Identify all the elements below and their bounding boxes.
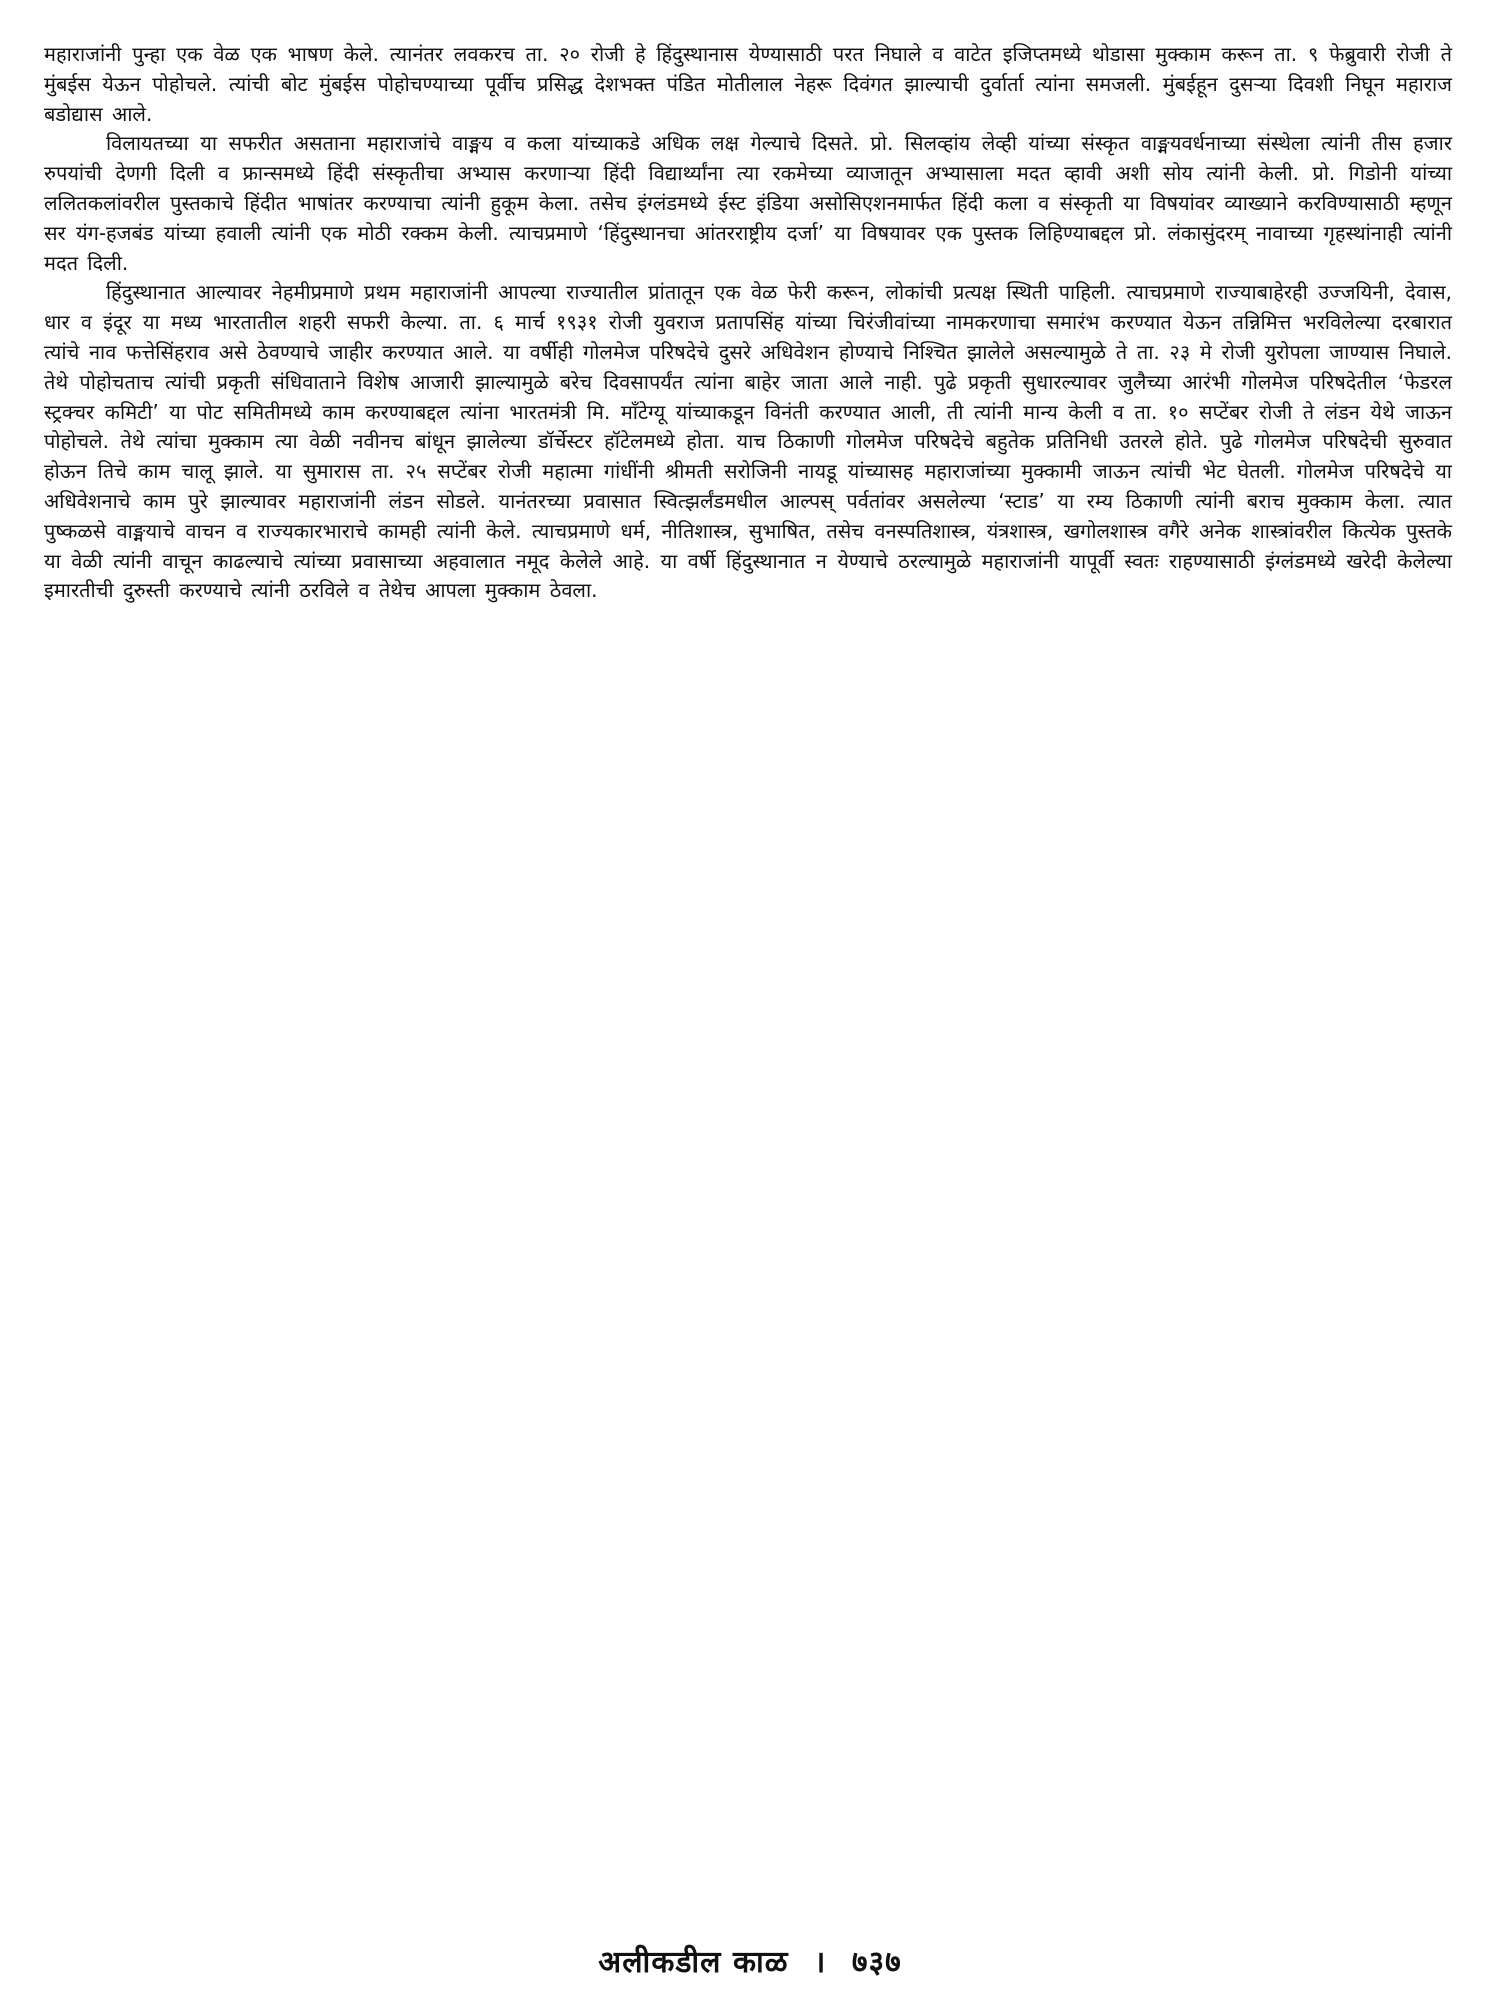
running-title: अलीकडील काळ [598, 1945, 789, 1980]
paragraph-3: हिंदुस्थानात आल्यावर नेहमीप्रमाणे प्रथम महाराजांनी आपल्या राज्यातील प्रांतातून एक वेळ फेरी करून, लोकांची प्रत्यक्ष स्थिती पाहिली. त्याचप्रमाणे राज्याबाहेरही उज्जयिनी, देवास, धार व इंदूर या मध्य भारतातील शहरी सफरी केल्या. ता. ६ मार्च १९३१ रोजी युवराज प्रतापसिंह यांच्या चिरंजीवांच्या नामकरणाचा समारंभ करण्यात येऊन तन्निमित्त भरविलेल्या दरबारात त्यांचे नाव फत्तेसिंहराव असे ठेवण्याचे जाहीर करण्यात आले. या वर्षीही गोलमेज परिषदेचे दुसरे अधिवेशन होण्याचे निश्चित झालेले असल्यामुळे ते ता. २३ मे रोजी युरोपला जाण्यास निघाले. तेथे पोहोचताच त्यांची प्रकृती संधिवाताने विशेष आजारी झाल्यामुळे बरेच दिवसापर्यंत त्यांना बाहेर जाता आले नाही. पुढे प्रकृती सुधारल्यावर जुलैच्या आरंभी गोलमेज परिषदेतील ‘फेडरल स्ट्रक्चर कमिटी’ या पोट समितीमध्ये काम करण्याबद्दल त्यांना भारतमंत्री मि. मॉंटेग्यू यांच्याकडून विनंती करण्यात आली, ती त्यांनी मान्य केली व ता. १० सप्टेंबर रोजी ते लंडन येथे जाऊन पोहोचले. तेथे त्यांचा मुक्काम त्या वेळी नवीनच बांधून झालेल्या डॉर्चेस्टर हॉटेलमध्ये होता. याच ठिकाणी गोलमेज परिषदेचे बहुतेक प्रतिनिधी उतरले होते. पुढे गोलमेज परिषदेची सुरुवात होऊन तिचे काम चालू झाले. या सुमारास ता. २५ सप्टेंबर रोजी महात्मा गांधींनी श्रीमती सरोजिनी नायडू यांच्यासह महाराजांच्या मुक्कामी जाऊन त्यांची भेट घेतली. गोलमेज परिषदेचे या अधिवेशनाचे काम पुरे झाल्यावर महाराजांनी लंडन सोडले. यानंतरच्या प्रवासात स्वित्झर्लंडमधील आल्पस् पर्वतांवर असलेल्या ‘स्टाड’ या रम्य ठिकाणी त्यांनी बराच मुक्काम केला. त्यात पुष्कळसे वाङ्मयाचे वाचन व राज्यकारभाराचे कामही त्यांनी केले. त्याचप्रमाणे धर्म, नीतिशास्त्र, सुभाषित, तसेच वनस्पतिशास्त्र, यंत्रशास्त्र, खगोलशास्त्र वगैरे अनेक शास्त्रांवरील कित्येक पुस्तके या वेळी त्यांनी वाचून काढल्याचे त्यांच्या प्रवासाच्या अहवालात नमूद केलेले आहे. या वर्षी हिंदुस्थानात न येण्याचे ठरल्यामुळे महाराजांनी यापूर्वी स्वतः राहण्यासाठी इंग्लंडमध्ये खरेदी केलेल्या इमारतीची दुरुस्ती करण्याचे त्यांनी ठरविले व तेथेच आपला मुक्काम ठेवला. [44, 280, 1452, 603]
paragraph-2: विलायतच्या या सफरीत असताना महाराजांचे वाङ्मय व कला यांच्याकडे अधिक लक्ष गेल्याचे दिसते. प्रो. सिलव्हांय लेव्ही यांच्या संस्कृत वाङ्मयवर्धनाच्या संस्थेला त्यांनी तीस हजार रुपयांची देणगी दिली व फ्रान्समध्ये हिंदी संस्कृतीचा अभ्यास करणाऱ्या हिंदी विद्यार्थ्यांना त्या रकमेच्या व्याजातून अभ्यासाला मदत व्हावी अशी सोय त्यांनी केली. प्रो. गिडोनी यांच्या ललितकलांवरील पुस्तकाचे हिंदीत भाषांतर करण्याचा त्यांनी हुकूम केला. तसेच इंग्लंडमध्ये ईस्ट इंडिया असोसिएशनमार्फत हिंदी कला व संस्कृती या विषयांवर व्याख्याने करविण्यासाठी म्हणून सर यंग-हजबंड यांच्या हवाली त्यांनी एक मोठी रक्कम केली. त्याचप्रमाणे ‘हिंदुस्थानचा आंतरराष्ट्रीय दर्जा’ या विषयावर एक पुस्तक लिहिण्याबद्दल प्रो. लंकासुंदरम् नावाच्या गृहस्थांनाही त्यांनी मदत दिली. [44, 131, 1452, 275]
paragraph-1: महाराजांनी पुन्हा एक वेळ एक भाषण केले. त्यानंतर लवकरच ता. २० रोजी हे हिंदुस्थानास येण्यासाठी परत निघाले व वाटेत इजिप्तमध्ये थोडासा मुक्काम करून ता. ९ फेब्रुवारी रोजी ते मुंबईस येऊन पोहोचले. त्यांची बोट मुंबईस पोहोचण्याच्या पूर्वीच प्रसिद्ध देशभक्त पंडित मोतीलाल नेहरू दिवंगत झाल्याची दुर्वार्ता त्यांना समजली. मुंबईहून दुसऱ्या दिवशी निघून महाराज बडोद्यास आले. [44, 42, 1452, 126]
page-body [44, 40, 1452, 1960]
page-number: ७३७ [851, 1945, 902, 1980]
page-footer [0, 1940, 1500, 1981]
footer-separator: । [814, 1945, 827, 1980]
